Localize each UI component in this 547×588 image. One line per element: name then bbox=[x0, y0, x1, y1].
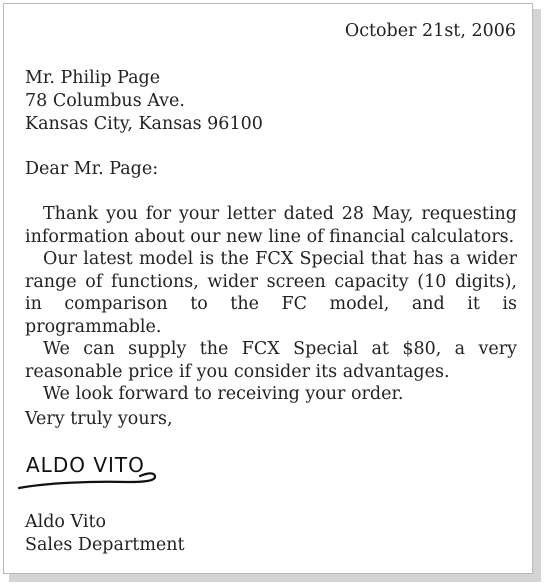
body-paragraph: Thank you for your letter dated 28 May, requesting information about our new line of financial calculators. bbox=[25, 204, 517, 247]
sender-block bbox=[25, 511, 185, 557]
body-paragraph: We can supply the FCX Special at $80, a very reasonable price if you consider its advantages. bbox=[25, 339, 517, 382]
sender-name: Aldo Vito bbox=[25, 512, 107, 532]
recipient-city: Kansas City, Kansas 96100 bbox=[25, 114, 263, 134]
recipient-street: 78 Columbus Ave. bbox=[25, 91, 185, 111]
body-paragraph: Our latest model is the FCX Special that has a wider range of functions, wider screen capacity (10 digits), in comparison to the FC model, and it is programmable. bbox=[25, 249, 517, 337]
letter-page bbox=[3, 3, 533, 574]
sender-department: Sales Department bbox=[25, 535, 185, 555]
body-paragraph: We look forward to receiving your order. bbox=[43, 384, 404, 404]
salutation: Dear Mr. Page: bbox=[25, 159, 159, 179]
letter-date: October 21st, 2006 bbox=[344, 21, 516, 41]
handwritten-signature bbox=[16, 450, 166, 496]
signature-lettering: ALDO VITO bbox=[26, 453, 145, 477]
recipient-name: Mr. Philip Page bbox=[25, 68, 161, 88]
recipient-address bbox=[25, 67, 263, 136]
complimentary-close: Very truly yours, bbox=[25, 409, 173, 429]
letter-body bbox=[25, 203, 517, 406]
